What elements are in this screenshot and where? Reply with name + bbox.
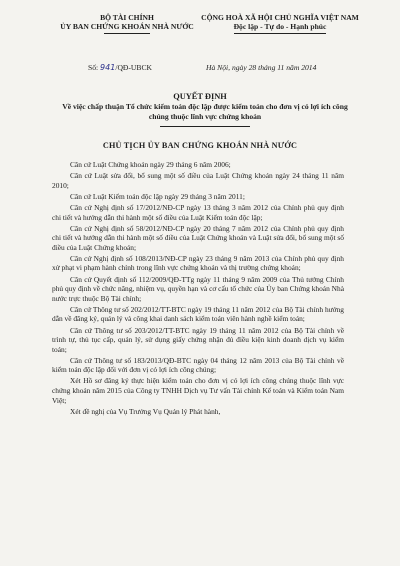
document-body <box>52 160 344 418</box>
document-number-handwritten: 941 <box>100 63 116 72</box>
document-subject <box>60 102 350 127</box>
subject-underline <box>160 126 250 127</box>
agency-underline <box>104 33 150 34</box>
place-date-line: Hà Nội, ngày 28 tháng 11 năm 2014 <box>206 63 317 72</box>
document-number-prefix: Số: <box>88 63 99 72</box>
body-paragraph: Căn cứ Luật Kiểm toán độc lập ngày 29 tháng 3 năm 2011; <box>70 191 245 201</box>
national-motto: Độc lập - Tự do - Hạnh phúc <box>233 22 327 32</box>
ministry-name: BỘ TÀI CHÍNH <box>100 13 154 22</box>
body-paragraph: Xét Hồ sơ đăng ký thực hiện kiểm toán cho đơn vị có lợi ích công chúng thuộc lĩnh vực chứng khoán năm 2015 của Công ty TNHH Dịch vụ Tư vấn Tài chính Kế toán và Kiểm toán Nam Việt; <box>52 376 344 405</box>
country-name: CỘNG HOÀ XÃ HỘI CHỦ NGHĨA VIỆT NAM <box>201 13 359 22</box>
document-number-suffix: /QĐ-UBCK <box>115 63 153 72</box>
body-paragraph: Căn cứ Nghị định số 58/2012/NĐ-CP ngày 20 tháng 7 năm 2012 của Chính phủ quy định chi tiết và hướng dẫn thi hành một số điều của Luật Chứng khoán và Luật sửa đổi, bổ sung một số điều của Luật Chứng khoán; <box>52 223 344 252</box>
motto-underline <box>234 33 326 34</box>
body-paragraph: Xét đề nghị của Vụ Trưởng Vụ Quản lý Phát hành, <box>70 406 221 416</box>
body-paragraph: Căn cứ Thông tư số 202/2012/TT-BTC ngày 19 tháng 11 năm 2012 của Bộ Tài chính hướng dẫn về đăng ký, quản lý và công khai danh sách kiểm toán viên hành nghề kiểm toán; <box>52 304 344 324</box>
body-paragraph: Căn cứ Thông tư số 183/2013/QĐ-BTC ngày 04 tháng 12 năm 2013 của Bộ Tài chính về kiểm toán độc lập đối với đơn vị có lợi ích công chúng; <box>52 355 344 375</box>
body-paragraph: Căn cứ Thông tư số 203/2012/TT-BTC ngày 19 tháng 11 năm 2012 của Bộ Tài chính về trình tự, thủ tục cấp, quản lý, sử dụng giấy chứng nhận đủ điều kiện kinh doanh dịch vụ kiểm toán; <box>52 325 344 354</box>
issuing-agency-block <box>52 13 202 34</box>
document-subject-text: Về việc chấp thuận Tổ chức kiểm toán độc lập được kiểm toán cho đơn vị có lợi ích công chúng thuộc lĩnh vực chứng khoán <box>62 102 348 121</box>
body-paragraph: Căn cứ Nghị định số 17/2012/NĐ-CP ngày 13 tháng 3 năm 2012 của Chính phủ quy định chi tiết và hướng dẫn thi hành một số điều của Luật Kiểm toán độc lập; <box>52 202 344 222</box>
commission-name: ỦY BAN CHỨNG KHOÁN NHÀ NƯỚC <box>60 22 194 32</box>
document-number <box>88 63 152 72</box>
body-paragraph: Căn cứ Quyết định số 112/2009/QĐ-TTg ngày 11 tháng 9 năm 2009 của Thủ tướng Chính phủ quy định về chức năng, nhiệm vụ, quyền hạn và cơ cấu tổ chức của Ủy ban Chứng khoán Nhà nước trực thuộc Bộ Tài chính; <box>52 274 344 303</box>
issuing-authority: CHỦ TỊCH ỦY BAN CHỨNG KHOÁN NHÀ NƯỚC <box>102 141 298 150</box>
body-paragraph: Căn cứ Luật sửa đổi, bổ sung một số điều của Luật Chứng khoán ngày 24 tháng 11 năm 2010; <box>52 171 344 190</box>
document-title: QUYẾT ĐỊNH <box>173 92 227 101</box>
national-header-block <box>190 13 370 34</box>
body-paragraph: Căn cứ Luật Chứng khoán ngày 29 tháng 6 năm 2006; <box>70 160 231 169</box>
body-paragraph: Căn cứ Nghị định số 108/2013/NĐ-CP ngày 23 tháng 9 năm 2013 của Chính phủ quy định xử phạt vi phạm hành chính trong lĩnh vực chứng khoán và thị trường chứng khoán; <box>52 253 344 273</box>
